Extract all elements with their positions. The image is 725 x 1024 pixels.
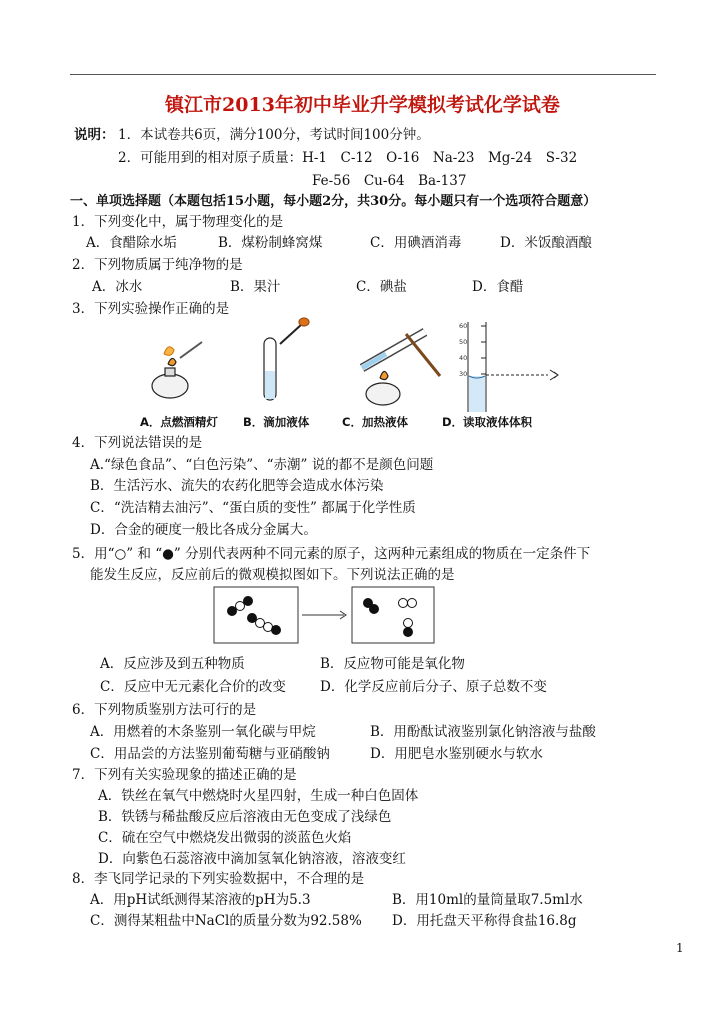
notes-label: 说明：	[74, 127, 115, 143]
q3-option-a[interactable]: A．点燃酒精灯	[140, 415, 218, 429]
q6-option-b[interactable]: B．用酚酞试液鉴别氯化钠溶液与盐酸	[370, 724, 596, 740]
q5-option-a[interactable]: A．反应涉及到五种物质	[100, 656, 245, 672]
q7-option-a[interactable]: A．铁丝在氧气中燃烧时火星四射，生成一种白色固体	[98, 788, 419, 804]
notes-line-3: Fe-56 Cu-64 Ba-137	[312, 173, 467, 189]
q2-option-c[interactable]: C．碘盐	[356, 279, 407, 295]
q5-option-d[interactable]: D．化学反应前后分子、原子总数不变	[320, 679, 547, 695]
q4-option-b[interactable]: B．生活污水、流失的农药化肥等会造成水体污染	[90, 478, 384, 494]
q7-option-d[interactable]: D．向紫色石蕊溶液中滴加氢氧化钠溶液，溶液变红	[98, 851, 406, 867]
question-1-stem: 1．下列变化中，属于物理变化的是	[72, 214, 284, 230]
graduated-cylinder-icon	[468, 322, 558, 412]
q4-option-c[interactable]: C．“洗洁精去油污”、“蛋白质的变性” 都属于化学性质	[90, 500, 416, 516]
q1-option-a[interactable]: A．食醋除水垢	[86, 235, 177, 251]
q4-option-d[interactable]: D．合金的硬度一般比各成分金属大。	[90, 522, 317, 538]
question-7-stem: 7．下列有关实验现象的描述正确的是	[72, 767, 297, 783]
q5-option-b[interactable]: B．反应物可能是氧化物	[320, 656, 465, 672]
question-2-stem: 2．下列物质属于纯净物的是	[72, 257, 243, 273]
section-heading: 一、单项选择题（本题包括15小题，每小题2分，共30分。每小题只有一个选项符合题意）	[70, 194, 597, 209]
q1-option-d[interactable]: D．米饭酿酒酿	[500, 235, 592, 251]
q3-option-c[interactable]: C．加热液体	[342, 415, 408, 429]
scale-tick-50: 50	[459, 338, 468, 346]
q8-option-d[interactable]: D．用托盘天平称得食盐16.8g	[392, 913, 577, 929]
question-6-stem: 6．下列物质鉴别方法可行的是	[72, 702, 257, 718]
q5-option-c[interactable]: C．反应中无元素化合价的改变	[100, 679, 286, 695]
q7-option-b[interactable]: B．铁锈与稀盐酸反应后溶液由无色变成了浅绿色	[98, 809, 392, 825]
q2-option-b[interactable]: B．果汁	[230, 279, 281, 295]
notes-line-1: 1．本试卷共6页，满分100分，考试时间100分钟。	[118, 127, 430, 143]
q2-option-a[interactable]: A．冰水	[92, 279, 143, 295]
heating-test-tube-icon	[362, 332, 440, 405]
question-8-stem: 8．李飞同学记录的下列实验数据中，不合理的是	[72, 871, 365, 887]
q3-option-d[interactable]: D．读取液体体积	[442, 415, 533, 429]
notes-line-2: 2．可能用到的相对原子质量：H-1 C-12 O-16 Na-23 Mg-24 S-32	[118, 150, 578, 166]
scale-tick-40: 40	[459, 354, 468, 362]
q7-option-c[interactable]: C．硫在空气中燃烧发出微弱的淡蓝色火焰	[98, 830, 352, 846]
question-3-stem: 3．下列实验操作正确的是	[72, 301, 230, 317]
q8-option-a[interactable]: A．用pH试纸测得某溶液的pH为5.3	[90, 892, 311, 908]
question-5-stem-2: 能发生反应，反应前后的微观模拟图如下。下列说法正确的是	[90, 567, 455, 583]
q1-option-c[interactable]: C．用碘酒消毒	[370, 235, 462, 251]
scale-tick-60: 60	[459, 322, 468, 330]
reaction-diagram	[210, 585, 436, 647]
question-5-stem-1: 5．用“○” 和 “●” 分别代表两种不同元素的原子，这两种元素组成的物质在一定条件下	[72, 546, 591, 562]
test-tube-dropper-icon	[264, 318, 309, 400]
q6-option-d[interactable]: D．用肥皂水鉴别硬水与软水	[370, 746, 543, 762]
header-rule	[70, 74, 656, 75]
scale-tick-30: 30	[459, 370, 468, 378]
q8-option-b[interactable]: B．用10ml的量筒量取7.5ml水	[392, 892, 583, 908]
alcohol-lamp-a-icon	[152, 342, 202, 398]
question-4-stem: 4．下列说法错误的是	[72, 435, 203, 451]
lab-operations-figure	[140, 316, 580, 436]
q6-option-c[interactable]: C．用品尝的方法鉴别葡萄糖与亚硝酸钠	[90, 746, 330, 762]
q2-option-d[interactable]: D．食醋	[472, 279, 524, 295]
page-number: 1	[676, 941, 684, 955]
q1-option-b[interactable]: B．煤粉制蜂窝煤	[218, 235, 323, 251]
q6-option-a[interactable]: A．用燃着的木条鉴别一氧化碳与甲烷	[90, 724, 316, 740]
q3-option-b[interactable]: B．滴加液体	[243, 415, 310, 429]
q8-option-c[interactable]: C．测得某粗盐中NaCl的质量分数为92.58%	[90, 913, 362, 929]
q4-option-a[interactable]: A.“绿色食品”、“白色污染”、“赤潮” 说的都不是颜色问题	[90, 457, 434, 473]
page-title: 镇江市2013年初中毕业升学模拟考试化学试卷	[165, 94, 560, 116]
